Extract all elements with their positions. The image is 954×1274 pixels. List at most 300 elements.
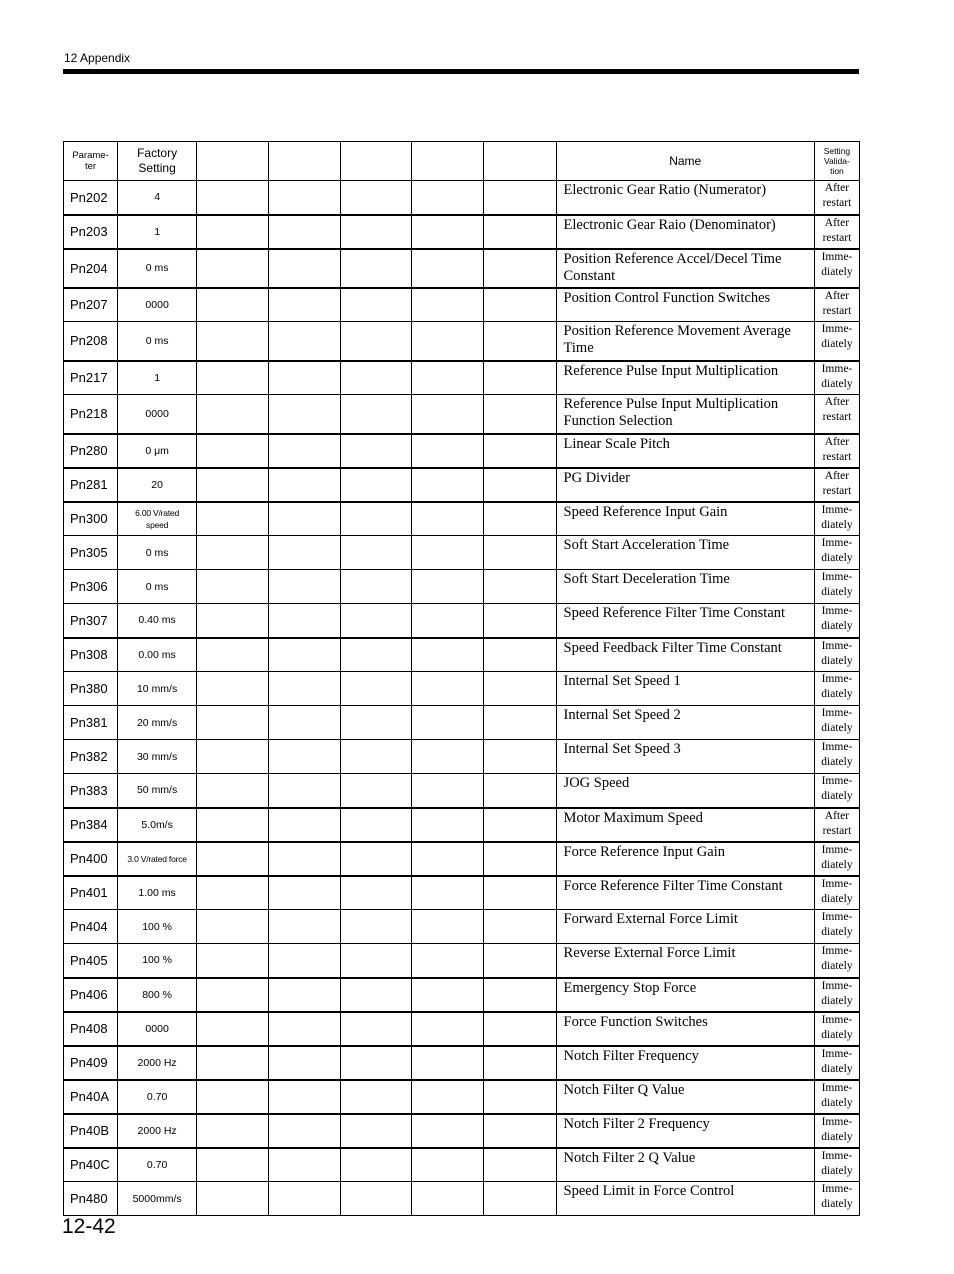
- blank-cell-2: [269, 672, 341, 706]
- name-cell: Speed Feedback Filter Time Constant: [556, 638, 814, 672]
- blank-cell-5: [484, 468, 556, 502]
- parameter-cell: Pn400: [64, 842, 118, 876]
- blank-cell-1: [197, 395, 269, 434]
- blank-cell-5: [484, 1182, 556, 1216]
- table-row: [64, 361, 860, 395]
- parameter-cell: Pn203: [64, 215, 118, 249]
- blank-cell-5: [484, 978, 556, 1012]
- table-row: [64, 1046, 860, 1080]
- blank-cell-5: [484, 1046, 556, 1080]
- blank-cell-4: [412, 774, 484, 808]
- factory-setting-cell: 0 ms: [118, 536, 197, 570]
- blank-cell-2: [269, 288, 341, 322]
- table-row: [64, 434, 860, 468]
- setting-validation-cell: After restart: [814, 181, 859, 215]
- blank-cell-3: [341, 1080, 412, 1114]
- blank-cell-3: [341, 1046, 412, 1080]
- setting-validation-cell: Imme- diately: [814, 638, 859, 672]
- factory-setting-cell: 50 mm/s: [118, 774, 197, 808]
- blank-cell-3: [341, 288, 412, 322]
- blank-cell-5: [484, 502, 556, 536]
- blank-cell-1: [197, 842, 269, 876]
- blank-cell-1: [197, 672, 269, 706]
- blank-cell-2: [269, 604, 341, 638]
- factory-setting-cell: 2000 Hz: [118, 1114, 197, 1148]
- blank-cell-5: [484, 842, 556, 876]
- blank-cell-2: [269, 361, 341, 395]
- setting-validation-cell: Imme- diately: [814, 502, 859, 536]
- blank-cell-5: [484, 570, 556, 604]
- table-row: [64, 215, 860, 249]
- blank-cell-5: [484, 1012, 556, 1046]
- table-row: [64, 395, 860, 434]
- setting-validation-cell: After restart: [814, 434, 859, 468]
- blank-cell-3: [341, 249, 412, 288]
- blank-cell-4: [412, 1114, 484, 1148]
- name-cell: Internal Set Speed 2: [556, 706, 814, 740]
- setting-validation-cell: After restart: [814, 288, 859, 322]
- factory-setting-cell: 100 %: [118, 910, 197, 944]
- name-cell: Reverse External Force Limit: [556, 944, 814, 978]
- parameter-cell: Pn204: [64, 249, 118, 288]
- blank-cell-3: [341, 774, 412, 808]
- header-blank-3: [341, 142, 412, 181]
- setting-validation-cell: Imme- diately: [814, 944, 859, 978]
- setting-validation-cell: Imme- diately: [814, 774, 859, 808]
- table-row: [64, 740, 860, 774]
- blank-cell-1: [197, 774, 269, 808]
- blank-cell-5: [484, 361, 556, 395]
- factory-setting-cell: 0.70: [118, 1080, 197, 1114]
- blank-cell-4: [412, 1012, 484, 1046]
- setting-validation-cell: Imme- diately: [814, 249, 859, 288]
- blank-cell-3: [341, 181, 412, 215]
- blank-cell-1: [197, 181, 269, 215]
- parameter-cell: Pn480: [64, 1182, 118, 1216]
- parameter-cell: Pn300: [64, 502, 118, 536]
- factory-setting-cell: 10 mm/s: [118, 672, 197, 706]
- blank-cell-5: [484, 740, 556, 774]
- name-cell: Internal Set Speed 1: [556, 672, 814, 706]
- blank-cell-5: [484, 944, 556, 978]
- blank-cell-1: [197, 468, 269, 502]
- factory-setting-cell: 0 μm: [118, 434, 197, 468]
- setting-validation-cell: Imme- diately: [814, 740, 859, 774]
- parameter-cell: Pn409: [64, 1046, 118, 1080]
- factory-setting-cell: 3.0 V/rated force: [118, 842, 197, 876]
- header-setting-validation: Setting Valida- tion: [814, 142, 859, 181]
- blank-cell-5: [484, 249, 556, 288]
- blank-cell-1: [197, 434, 269, 468]
- blank-cell-2: [269, 1114, 341, 1148]
- blank-cell-1: [197, 1012, 269, 1046]
- name-cell: Notch Filter Q Value: [556, 1080, 814, 1114]
- name-cell: Position Reference Movement Average Time: [556, 322, 814, 361]
- table-row: [64, 978, 860, 1012]
- factory-setting-cell: 100 %: [118, 944, 197, 978]
- parameter-cell: Pn40A: [64, 1080, 118, 1114]
- blank-cell-3: [341, 740, 412, 774]
- name-cell: Internal Set Speed 3: [556, 740, 814, 774]
- page-number: 12-42: [62, 1215, 116, 1238]
- table-row: [64, 876, 860, 910]
- blank-cell-1: [197, 876, 269, 910]
- factory-setting-cell: 1: [118, 361, 197, 395]
- name-cell: Emergency Stop Force: [556, 978, 814, 1012]
- header-blank-5: [484, 142, 556, 181]
- name-cell: Soft Start Acceleration Time: [556, 536, 814, 570]
- parameter-cell: Pn404: [64, 910, 118, 944]
- factory-setting-cell: 1: [118, 215, 197, 249]
- setting-validation-cell: Imme- diately: [814, 570, 859, 604]
- blank-cell-4: [412, 1148, 484, 1182]
- blank-cell-1: [197, 978, 269, 1012]
- name-cell: Force Reference Filter Time Constant: [556, 876, 814, 910]
- blank-cell-3: [341, 910, 412, 944]
- blank-cell-3: [341, 1148, 412, 1182]
- factory-setting-cell: 4: [118, 181, 197, 215]
- blank-cell-1: [197, 288, 269, 322]
- parameter-cell: Pn280: [64, 434, 118, 468]
- table-row: [64, 1012, 860, 1046]
- factory-setting-cell: 0 ms: [118, 322, 197, 361]
- parameter-cell: Pn383: [64, 774, 118, 808]
- blank-cell-3: [341, 434, 412, 468]
- blank-cell-2: [269, 808, 341, 842]
- setting-validation-cell: Imme- diately: [814, 1080, 859, 1114]
- blank-cell-5: [484, 1080, 556, 1114]
- table-row: [64, 1114, 860, 1148]
- table-row: [64, 604, 860, 638]
- blank-cell-4: [412, 978, 484, 1012]
- blank-cell-2: [269, 1182, 341, 1216]
- blank-cell-3: [341, 570, 412, 604]
- factory-setting-cell: 0.40 ms: [118, 604, 197, 638]
- table-row: [64, 181, 860, 215]
- blank-cell-5: [484, 706, 556, 740]
- factory-setting-cell: 0 ms: [118, 570, 197, 604]
- blank-cell-3: [341, 395, 412, 434]
- parameter-cell: Pn405: [64, 944, 118, 978]
- parameter-cell: Pn307: [64, 604, 118, 638]
- blank-cell-3: [341, 876, 412, 910]
- factory-setting-cell: 800 %: [118, 978, 197, 1012]
- blank-cell-2: [269, 570, 341, 604]
- blank-cell-4: [412, 706, 484, 740]
- setting-validation-cell: After restart: [814, 808, 859, 842]
- blank-cell-4: [412, 322, 484, 361]
- name-cell: Notch Filter Frequency: [556, 1046, 814, 1080]
- blank-cell-1: [197, 361, 269, 395]
- name-cell: Soft Start Deceleration Time: [556, 570, 814, 604]
- parameter-cell: Pn207: [64, 288, 118, 322]
- parameter-cell: Pn40B: [64, 1114, 118, 1148]
- blank-cell-4: [412, 638, 484, 672]
- blank-cell-1: [197, 706, 269, 740]
- factory-setting-cell: 20 mm/s: [118, 706, 197, 740]
- blank-cell-5: [484, 215, 556, 249]
- table-row: [64, 808, 860, 842]
- blank-cell-5: [484, 395, 556, 434]
- parameter-cell: Pn401: [64, 876, 118, 910]
- blank-cell-4: [412, 215, 484, 249]
- table-row: [64, 288, 860, 322]
- name-cell: Motor Maximum Speed: [556, 808, 814, 842]
- parameter-cell: Pn305: [64, 536, 118, 570]
- blank-cell-4: [412, 570, 484, 604]
- setting-validation-cell: Imme- diately: [814, 1012, 859, 1046]
- name-cell: Position Reference Accel/Decel Time Constant: [556, 249, 814, 288]
- blank-cell-2: [269, 181, 341, 215]
- name-cell: Reference Pulse Input Multiplication Function Selection: [556, 395, 814, 434]
- setting-validation-cell: Imme- diately: [814, 910, 859, 944]
- factory-setting-cell: 0000: [118, 395, 197, 434]
- parameter-cell: Pn406: [64, 978, 118, 1012]
- blank-cell-3: [341, 215, 412, 249]
- blank-cell-3: [341, 842, 412, 876]
- blank-cell-1: [197, 604, 269, 638]
- blank-cell-5: [484, 910, 556, 944]
- blank-cell-1: [197, 1046, 269, 1080]
- name-cell: Notch Filter 2 Q Value: [556, 1148, 814, 1182]
- blank-cell-2: [269, 1148, 341, 1182]
- blank-cell-2: [269, 434, 341, 468]
- parameter-cell: Pn217: [64, 361, 118, 395]
- name-cell: Position Control Function Switches: [556, 288, 814, 322]
- setting-validation-cell: Imme- diately: [814, 1046, 859, 1080]
- name-cell: Force Reference Input Gain: [556, 842, 814, 876]
- blank-cell-5: [484, 1148, 556, 1182]
- setting-validation-cell: Imme- diately: [814, 978, 859, 1012]
- blank-cell-1: [197, 808, 269, 842]
- name-cell: Speed Reference Input Gain: [556, 502, 814, 536]
- header-factory-setting: Factory Setting: [118, 142, 197, 181]
- setting-validation-cell: Imme- diately: [814, 706, 859, 740]
- parameter-cell: Pn40C: [64, 1148, 118, 1182]
- factory-setting-cell: 20: [118, 468, 197, 502]
- blank-cell-4: [412, 434, 484, 468]
- blank-cell-5: [484, 536, 556, 570]
- blank-cell-2: [269, 249, 341, 288]
- factory-setting-cell: 2000 Hz: [118, 1046, 197, 1080]
- table-row: [64, 249, 860, 288]
- blank-cell-3: [341, 1012, 412, 1046]
- blank-cell-1: [197, 1080, 269, 1114]
- blank-cell-2: [269, 978, 341, 1012]
- setting-validation-cell: Imme- diately: [814, 322, 859, 361]
- blank-cell-1: [197, 215, 269, 249]
- name-cell: Speed Reference Filter Time Constant: [556, 604, 814, 638]
- blank-cell-2: [269, 322, 341, 361]
- blank-cell-4: [412, 468, 484, 502]
- table-row: [64, 910, 860, 944]
- blank-cell-5: [484, 1114, 556, 1148]
- blank-cell-1: [197, 944, 269, 978]
- table-header-row: [64, 142, 860, 181]
- parameter-cell: Pn380: [64, 672, 118, 706]
- name-cell: Electronic Gear Raio (Denominator): [556, 215, 814, 249]
- blank-cell-1: [197, 638, 269, 672]
- blank-cell-3: [341, 978, 412, 1012]
- blank-cell-5: [484, 672, 556, 706]
- blank-cell-5: [484, 638, 556, 672]
- factory-setting-cell: 0000: [118, 288, 197, 322]
- blank-cell-1: [197, 1148, 269, 1182]
- blank-cell-2: [269, 842, 341, 876]
- blank-cell-2: [269, 502, 341, 536]
- setting-validation-cell: Imme- diately: [814, 1114, 859, 1148]
- blank-cell-4: [412, 395, 484, 434]
- blank-cell-4: [412, 808, 484, 842]
- parameter-cell: Pn381: [64, 706, 118, 740]
- factory-setting-cell: 0.00 ms: [118, 638, 197, 672]
- blank-cell-5: [484, 808, 556, 842]
- blank-cell-1: [197, 910, 269, 944]
- blank-cell-4: [412, 672, 484, 706]
- parameter-table: [63, 141, 860, 1216]
- table-row: [64, 502, 860, 536]
- parameter-cell: Pn308: [64, 638, 118, 672]
- factory-setting-cell: 30 mm/s: [118, 740, 197, 774]
- blank-cell-1: [197, 536, 269, 570]
- blank-cell-4: [412, 361, 484, 395]
- parameter-cell: Pn218: [64, 395, 118, 434]
- blank-cell-4: [412, 181, 484, 215]
- table-row: [64, 944, 860, 978]
- header-rule: [63, 69, 859, 74]
- blank-cell-2: [269, 1046, 341, 1080]
- factory-setting-cell: 5000mm/s: [118, 1182, 197, 1216]
- setting-validation-cell: Imme- diately: [814, 604, 859, 638]
- blank-cell-2: [269, 706, 341, 740]
- table-row: [64, 1080, 860, 1114]
- parameter-cell: Pn281: [64, 468, 118, 502]
- name-cell: PG Divider: [556, 468, 814, 502]
- blank-cell-2: [269, 740, 341, 774]
- factory-setting-cell: 0.70: [118, 1148, 197, 1182]
- setting-validation-cell: After restart: [814, 395, 859, 434]
- parameter-cell: Pn208: [64, 322, 118, 361]
- name-cell: Force Function Switches: [556, 1012, 814, 1046]
- blank-cell-2: [269, 910, 341, 944]
- header-blank-2: [269, 142, 341, 181]
- table-row: [64, 774, 860, 808]
- setting-validation-cell: Imme- diately: [814, 361, 859, 395]
- blank-cell-5: [484, 434, 556, 468]
- blank-cell-3: [341, 808, 412, 842]
- factory-setting-cell: 6.00 V/rated speed: [118, 502, 197, 536]
- blank-cell-3: [341, 1182, 412, 1216]
- blank-cell-4: [412, 604, 484, 638]
- name-cell: Electronic Gear Ratio (Numerator): [556, 181, 814, 215]
- table-row: [64, 536, 860, 570]
- blank-cell-4: [412, 944, 484, 978]
- parameter-cell: Pn202: [64, 181, 118, 215]
- blank-cell-3: [341, 468, 412, 502]
- blank-cell-3: [341, 638, 412, 672]
- blank-cell-4: [412, 249, 484, 288]
- blank-cell-4: [412, 288, 484, 322]
- header-blank-4: [412, 142, 484, 181]
- table-row: [64, 1182, 860, 1216]
- section-header: 12 Appendix: [64, 51, 131, 65]
- blank-cell-4: [412, 842, 484, 876]
- table-row: [64, 638, 860, 672]
- blank-cell-3: [341, 1114, 412, 1148]
- name-cell: Speed Limit in Force Control: [556, 1182, 814, 1216]
- name-cell: Forward External Force Limit: [556, 910, 814, 944]
- blank-cell-2: [269, 944, 341, 978]
- blank-cell-3: [341, 361, 412, 395]
- name-cell: Notch Filter 2 Frequency: [556, 1114, 814, 1148]
- blank-cell-1: [197, 1182, 269, 1216]
- blank-cell-3: [341, 502, 412, 536]
- blank-cell-1: [197, 570, 269, 604]
- parameter-cell: Pn382: [64, 740, 118, 774]
- blank-cell-2: [269, 395, 341, 434]
- name-cell: Linear Scale Pitch: [556, 434, 814, 468]
- blank-cell-5: [484, 604, 556, 638]
- header-name: Name: [556, 142, 814, 181]
- blank-cell-4: [412, 740, 484, 774]
- blank-cell-1: [197, 740, 269, 774]
- blank-cell-4: [412, 1182, 484, 1216]
- table-row: [64, 1148, 860, 1182]
- setting-validation-cell: Imme- diately: [814, 1148, 859, 1182]
- blank-cell-3: [341, 322, 412, 361]
- factory-setting-cell: 0 ms: [118, 249, 197, 288]
- setting-validation-cell: After restart: [814, 468, 859, 502]
- table-row: [64, 570, 860, 604]
- table-row: [64, 322, 860, 361]
- blank-cell-5: [484, 181, 556, 215]
- blank-cell-2: [269, 536, 341, 570]
- blank-cell-2: [269, 638, 341, 672]
- blank-cell-3: [341, 944, 412, 978]
- blank-cell-5: [484, 288, 556, 322]
- blank-cell-3: [341, 706, 412, 740]
- blank-cell-4: [412, 536, 484, 570]
- blank-cell-5: [484, 876, 556, 910]
- blank-cell-2: [269, 876, 341, 910]
- setting-validation-cell: Imme- diately: [814, 842, 859, 876]
- setting-validation-cell: Imme- diately: [814, 876, 859, 910]
- parameter-cell: Pn408: [64, 1012, 118, 1046]
- blank-cell-4: [412, 1080, 484, 1114]
- name-cell: Reference Pulse Input Multiplication: [556, 361, 814, 395]
- blank-cell-2: [269, 774, 341, 808]
- blank-cell-4: [412, 910, 484, 944]
- blank-cell-3: [341, 604, 412, 638]
- setting-validation-cell: Imme- diately: [814, 1182, 859, 1216]
- parameter-cell: Pn384: [64, 808, 118, 842]
- factory-setting-cell: 0000: [118, 1012, 197, 1046]
- blank-cell-4: [412, 1046, 484, 1080]
- blank-cell-2: [269, 1012, 341, 1046]
- blank-cell-1: [197, 322, 269, 361]
- setting-validation-cell: Imme- diately: [814, 672, 859, 706]
- blank-cell-2: [269, 1080, 341, 1114]
- blank-cell-3: [341, 672, 412, 706]
- blank-cell-5: [484, 774, 556, 808]
- name-cell: JOG Speed: [556, 774, 814, 808]
- table-row: [64, 706, 860, 740]
- factory-setting-cell: 1.00 ms: [118, 876, 197, 910]
- blank-cell-5: [484, 322, 556, 361]
- table-row: [64, 468, 860, 502]
- blank-cell-1: [197, 502, 269, 536]
- blank-cell-1: [197, 249, 269, 288]
